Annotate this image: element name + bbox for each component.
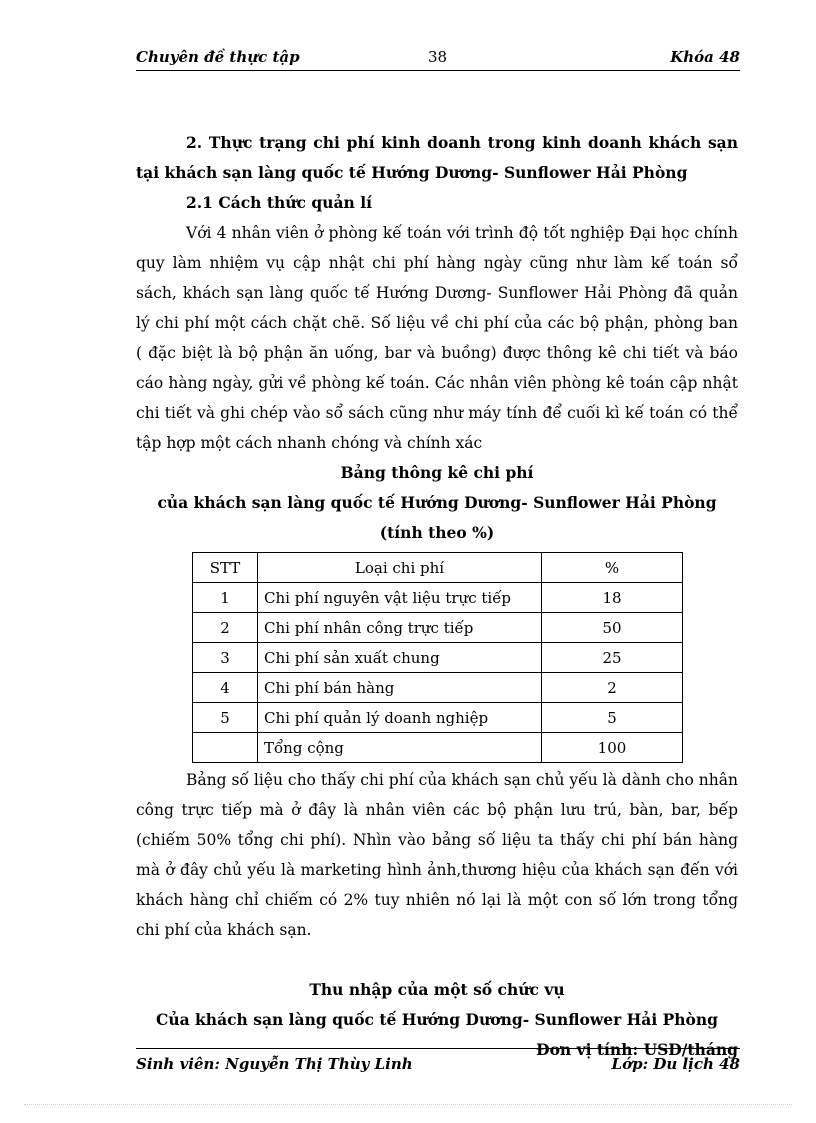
income-unit: Đơn vị tính: USD/tháng	[536, 1040, 738, 1059]
cell-stt-empty	[193, 733, 258, 763]
document-body	[136, 128, 738, 1065]
table-subtitle: của khách sạn làng quốc tế Hướng Dương- Sunflower Hải Phòng	[157, 493, 717, 512]
table-title: Bảng thông kê chi phí	[340, 463, 534, 482]
cell-percent: 5	[542, 703, 683, 733]
header-course: Khóa 48	[670, 48, 740, 66]
footer-student: Sinh viên: Nguyễn Thị Thùy Linh	[136, 1055, 413, 1073]
cell-percent: 2	[542, 673, 683, 703]
header-cell-type: Loại chi phí	[258, 553, 542, 583]
cell-percent: 50	[542, 613, 683, 643]
cell-percent: 25	[542, 643, 683, 673]
cell-type: Chi phí quản lý doanh nghiệp	[258, 703, 542, 733]
header-title: Chuyên đề thực tập	[136, 48, 300, 66]
cell-stt: 5	[193, 703, 258, 733]
footer-class: Lớp: Du lịch 48	[611, 1055, 740, 1073]
cell-stt: 3	[193, 643, 258, 673]
cell-type: Chi phí sản xuất chung	[258, 643, 542, 673]
cell-type: Chi phí nguyên vật liệu trực tiếp	[258, 583, 542, 613]
page-number: 38	[428, 48, 448, 66]
cell-percent: 18	[542, 583, 683, 613]
total-label: Tổng cộng	[258, 733, 542, 763]
cell-type: Chi phí bán hàng	[258, 673, 542, 703]
table-total-row	[193, 733, 683, 763]
income-subtitle: Của khách sạn làng quốc tế Hướng Dương- Sunflower Hải Phòng	[156, 1010, 718, 1029]
intro-paragraph: Với 4 nhân viên ở phòng kế toán với trình độ tốt nghiệp Đại học chính quy làm nhiệm vụ cập nhật chi phí hàng ngày cũng như làm kế toán sổ sách, khách sạn làng quốc tế Hướng Dương- Sunflower Hải Phòng đã quản lý chi phí một cách chặt chẽ. Số liệu về chi phí của các bộ phận, phòng ban ( đặc biệt là bộ phận ăn uống, bar và buồng) được thông kê chi tiết và báo cáo hàng ngày, gửi về phòng kế toán. Các nhân viên phòng kê toán cập nhật chi tiết và ghi chép vào sổ sách cũng như máy tính để cuối kì kế toán có thể tập hợp một cách nhanh chóng và chính xác	[136, 224, 738, 452]
page-header	[136, 46, 740, 71]
table-row	[193, 613, 683, 643]
subsection-title: 2.1 Cách thức quản lí	[186, 193, 372, 212]
cell-stt: 1	[193, 583, 258, 613]
total-value: 100	[542, 733, 683, 763]
section-title: 2. Thực trạng chi phí kinh doanh trong kinh doanh khách sạn tại khách sạn làng quốc tế Hướng Dương- Sunflower Hải Phòng	[136, 133, 738, 182]
spacer	[136, 945, 738, 975]
table-row	[193, 643, 683, 673]
header-cell-stt: STT	[193, 553, 258, 583]
table-header-row	[193, 553, 683, 583]
analysis-paragraph: Bảng số liệu cho thấy chi phí của khách sạn chủ yếu là dành cho nhân công trực tiếp mà ở đây là nhân viên các bộ phận lưu trú, bàn, bar, bếp (chiếm 50% tổng chi phí). Nhìn vào bảng số liệu ta thấy chi phí bán hàng mà ở đây chủ yếu là marketing hình ảnh,thương hiệu của khách sạn đến với khách hàng chỉ chiếm có 2% tuy nhiên nó lại là một con số lớn trong tổng chi phí của khách sạn.	[136, 771, 738, 939]
table-row	[193, 673, 683, 703]
cost-table	[192, 552, 683, 763]
cell-type: Chi phí nhân công trực tiếp	[258, 613, 542, 643]
table-row	[193, 583, 683, 613]
income-title: Thu nhập của một số chức vụ	[309, 980, 565, 999]
table-row	[193, 703, 683, 733]
cell-stt: 4	[193, 673, 258, 703]
table-unit: (tính theo %)	[379, 523, 495, 542]
page-footer	[136, 1048, 740, 1075]
header-cell-percent: %	[542, 553, 683, 583]
cell-stt: 2	[193, 613, 258, 643]
